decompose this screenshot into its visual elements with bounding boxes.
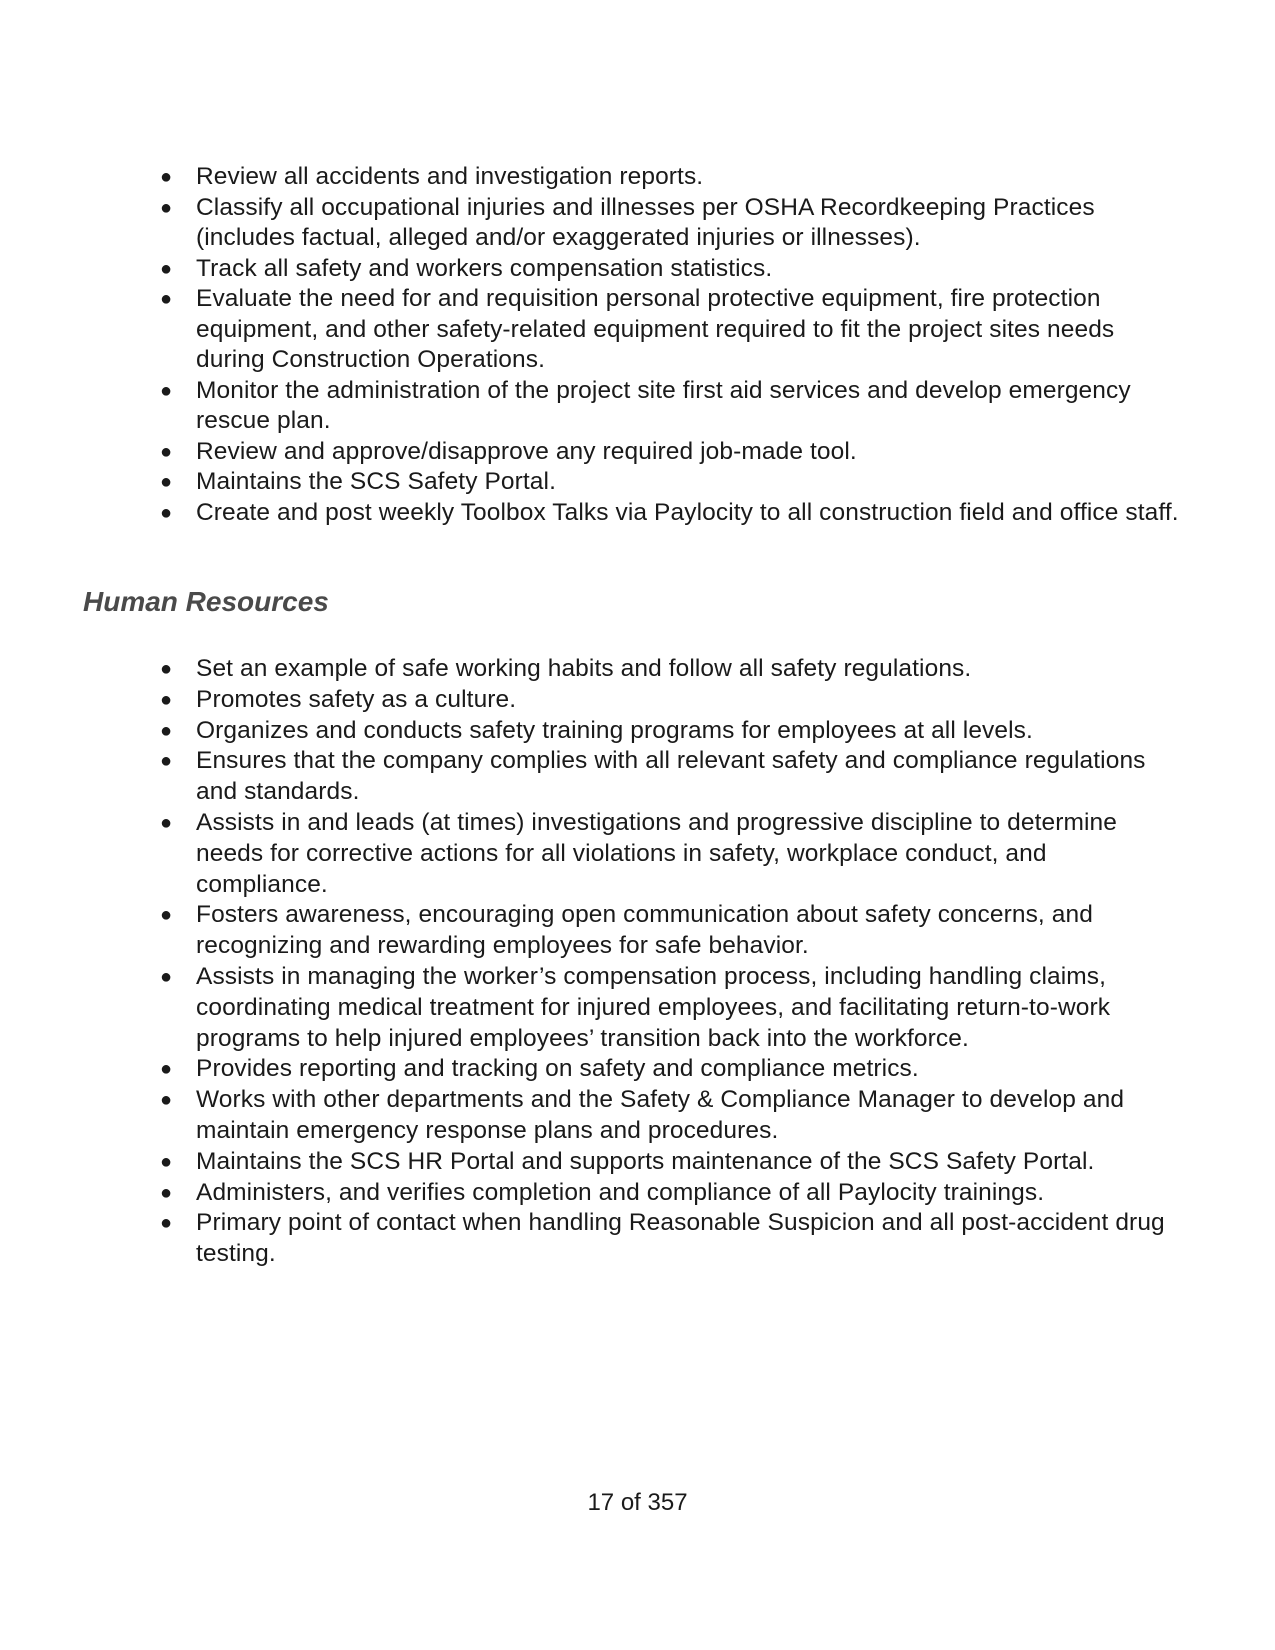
list-item-text: Fosters awareness, encouraging open communication about safety concerns, and recognizing and rewarding employees for safe behavior. [196, 901, 1093, 960]
list-item-text: Maintains the SCS HR Portal and supports maintenance of the SCS Safety Portal. [196, 1147, 1095, 1175]
list-item [150, 193, 1180, 254]
list-item-text: Administers, and verifies completion and compliance of all Paylocity trainings. [196, 1178, 1045, 1206]
page-number: 17 of 357 [587, 1489, 688, 1516]
bullet-icon: ● [160, 379, 173, 402]
list-item [150, 685, 1180, 716]
list-item-text: Organizes and conducts safety training programs for employees at all levels. [196, 716, 1033, 744]
bullet-icon: ● [160, 719, 173, 742]
list-item-text: Assists in and leads (at times) investigations and progressive discipline to determine needs for corrective actions for all violations in safety, workplace conduct, and compliance. [196, 808, 1117, 898]
list-item [150, 654, 1180, 685]
safety-responsibilities-list [150, 162, 1180, 528]
bullet-icon: ● [160, 1089, 173, 1112]
bullet-icon: ● [160, 1212, 173, 1235]
list-item-text: Promotes safety as a culture. [196, 685, 517, 713]
list-item [150, 746, 1180, 808]
list-item-text: Create and post weekly Toolbox Talks via Paylocity to all construction field and office staff. [196, 498, 1179, 526]
list-item-text: Evaluate the need for and requisition personal protective equipment, fire protection equipment, and other safety-related equipment required to fit the project sites needs during Construction Operations. [196, 285, 1115, 373]
bullet-icon: ● [160, 288, 173, 310]
hr-responsibilities-list [150, 654, 1180, 1270]
bullet-icon: ● [160, 501, 173, 524]
list-item-text: Review all accidents and investigation reports. [196, 163, 704, 190]
bullet-icon: ● [160, 688, 173, 711]
bullet-icon: ● [160, 1058, 173, 1081]
list-item-text: Classify all occupational injuries and illnesses per OSHA Recordkeeping Practices (includes factual, alleged and/or exaggerated injuries or illnesses). [196, 193, 1095, 251]
list-item-text: Works with other departments and the Safety & Compliance Manager to develop and maintain emergency response plans and procedures. [196, 1086, 1125, 1144]
list-item [150, 808, 1180, 900]
list-item-text: Primary point of contact when handling Reasonable Suspicion and all post-accident drug testing. [196, 1209, 1165, 1268]
list-item [150, 376, 1180, 437]
bullet-icon: ● [160, 257, 173, 280]
bullet-icon: ● [160, 965, 173, 988]
list-item [150, 716, 1180, 747]
section-heading-human-resources: Human Resources [83, 586, 329, 617]
list-item-text: Monitor the administration of the project site first aid services and develop emergency rescue plan. [196, 376, 1131, 434]
list-item [150, 962, 1180, 1054]
list-item [150, 1208, 1180, 1270]
list-item [150, 1054, 1180, 1085]
list-item [150, 162, 1180, 193]
bullet-icon: ● [160, 811, 173, 834]
bullet-icon: ● [160, 196, 173, 219]
list-item [150, 1147, 1180, 1178]
list-item-text: Ensures that the company complies with all relevant safety and compliance regulations and standards. [196, 747, 1146, 806]
list-item-text: Provides reporting and tracking on safety and compliance metrics. [196, 1055, 919, 1083]
list-item-text: Track all safety and workers compensation statistics. [196, 254, 773, 282]
list-item [150, 254, 1180, 285]
bullet-icon: ● [160, 904, 173, 927]
bullet-icon: ● [160, 750, 173, 773]
bullet-icon: ● [160, 1181, 173, 1204]
list-item [150, 284, 1180, 376]
list-item [150, 498, 1180, 529]
list-item [150, 900, 1180, 962]
list-item [150, 1178, 1180, 1209]
list-item-text: Assists in managing the worker’s compensation process, including handling claims, coordinating medical treatment for injured employees, and facilitating return-to-work programs to help injured employees’ transition back into the workforce. [196, 962, 1111, 1052]
bullet-icon: ● [160, 658, 173, 680]
list-item [150, 467, 1180, 498]
list-item-text: Maintains the SCS Safety Portal. [196, 468, 556, 495]
list-item [150, 437, 1180, 468]
list-item-text: Set an example of safe working habits and follow all safety regulations. [196, 655, 972, 682]
bullet-icon: ● [160, 166, 173, 188]
bullet-icon: ● [160, 1150, 173, 1173]
list-item-text: Review and approve/disapprove any required job-made tool. [196, 437, 857, 465]
bullet-icon: ● [160, 440, 173, 463]
bullet-icon: ● [160, 471, 173, 493]
list-item [150, 1085, 1180, 1147]
